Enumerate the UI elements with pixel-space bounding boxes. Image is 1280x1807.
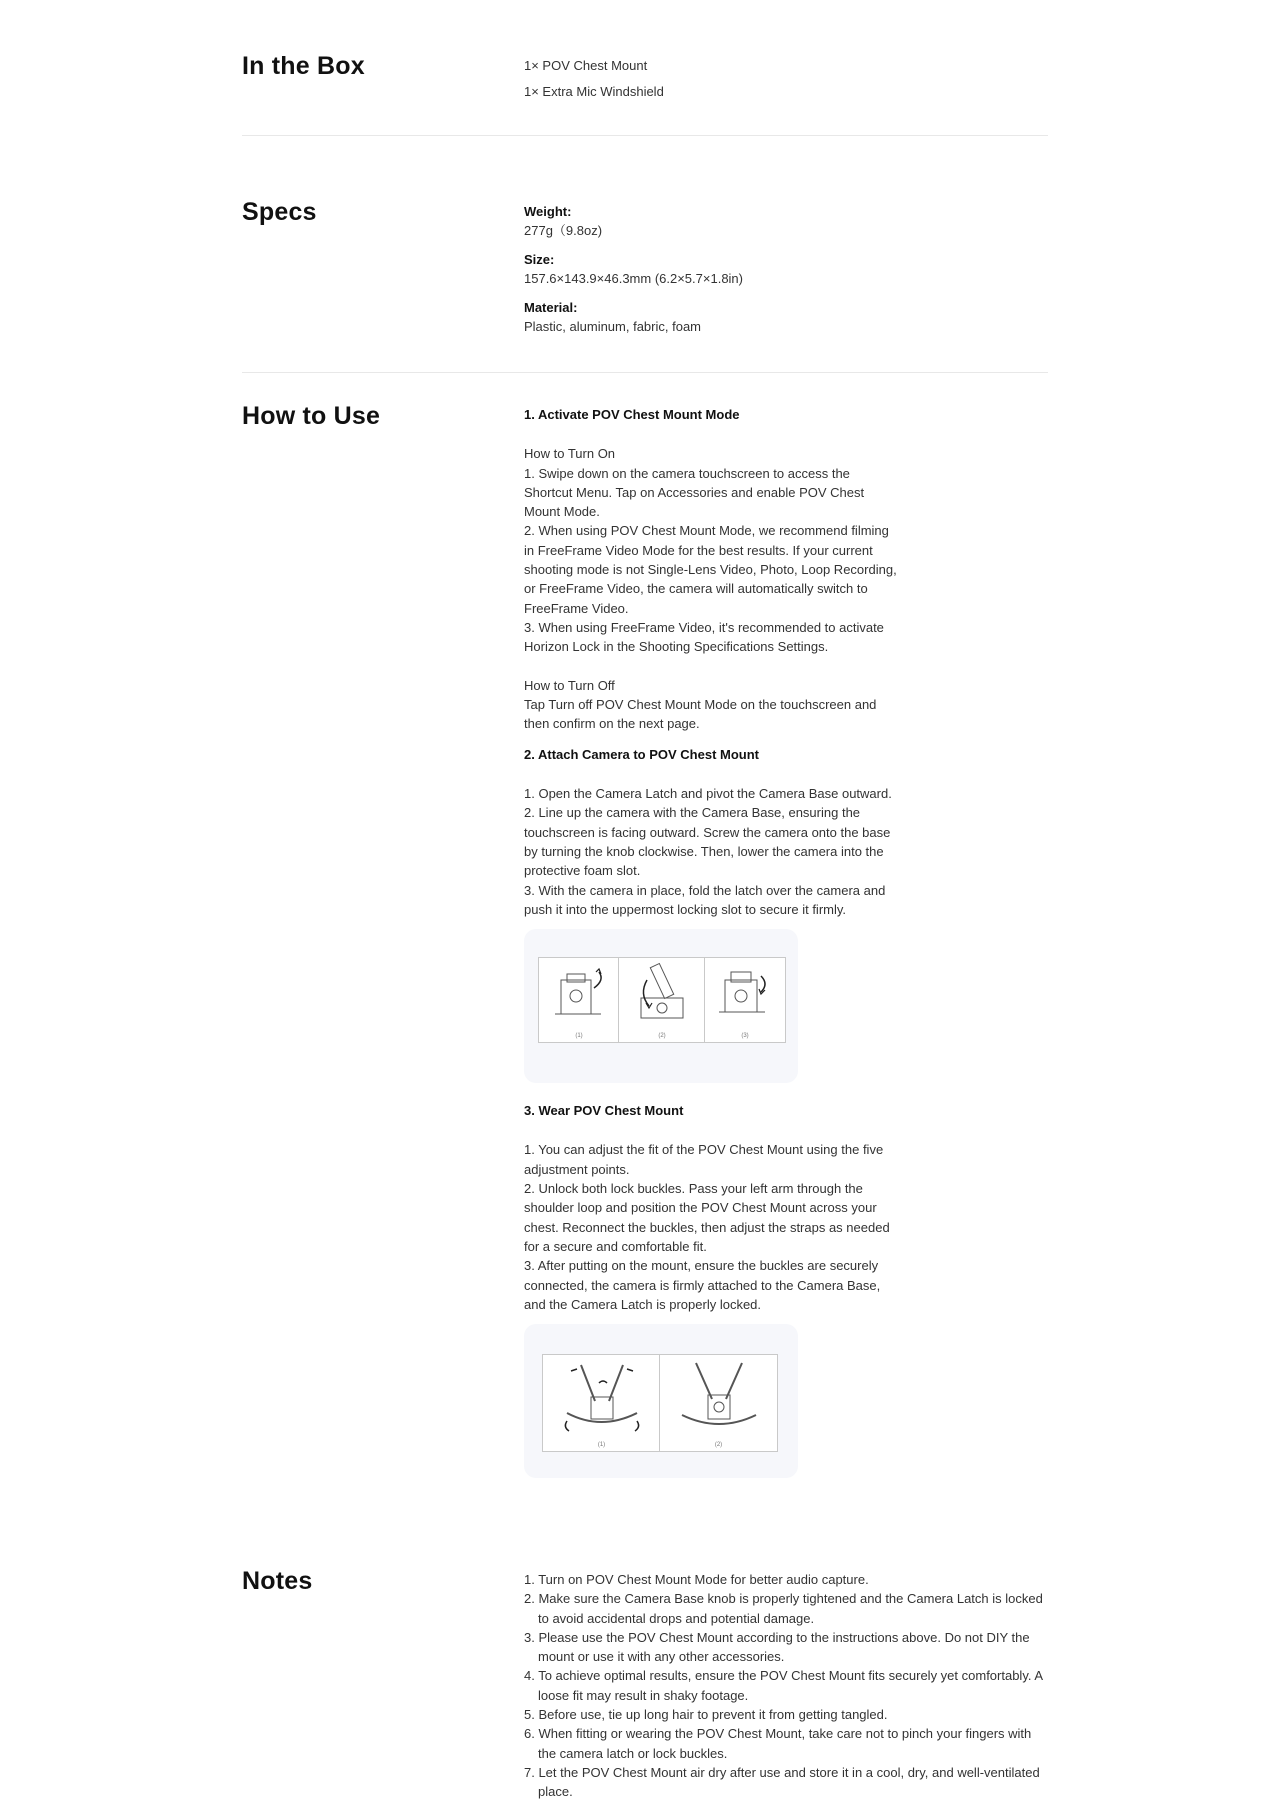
specs-list [524, 203, 1044, 347]
turn-on-line: Horizon Lock in the Shooting Specifications Settings. [524, 639, 829, 655]
note-item: 2. Make sure the Camera Base knob is properly tightened and the Camera Latch is locked to avoid accidental drops and potential damage. [524, 1591, 1043, 1626]
step2-line: protective foam slot. [524, 863, 641, 879]
size-label: Size: [524, 252, 555, 267]
illustration-panel [659, 1354, 778, 1452]
chest-mount-worn-icon [660, 1355, 777, 1441]
step2-line: push it into the uppermost locking slot to secure it firmly. [524, 901, 847, 917]
box-item: 1× POV Chest Mount [524, 58, 648, 73]
step2-title: 2. Attach Camera to POV Chest Mount [524, 746, 759, 762]
turn-on-line: shooting mode is not Single-Lens Video, Photo, Loop Recording, [524, 562, 897, 578]
figure-label: (1) [575, 1033, 583, 1040]
in-the-box-heading: In the Box [242, 52, 365, 80]
step2-line: touchscreen is facing outward. Screw the camera onto the base [524, 824, 891, 840]
weight-value: 277g（9.8oz) [524, 223, 603, 238]
step2-line: 3. With the camera in place, fold the latch over the camera and [524, 882, 886, 898]
step3-line: for a secure and comfortable fit. [524, 1238, 707, 1254]
step3-line: 1. You can adjust the fit of the POV Chest Mount using the five [524, 1142, 884, 1158]
figure-label: (2) [658, 1033, 666, 1040]
turn-on-line: Mount Mode. [524, 504, 600, 520]
turn-on-line: Shortcut Menu. Tap on Accessories and enable POV Chest [524, 484, 865, 500]
wear-mount-illustration [524, 1324, 798, 1478]
attach-camera-illustration [524, 929, 798, 1083]
illustration-panel [704, 957, 786, 1043]
note-item: 7. Let the POV Chest Mount air dry after use and store it in a cool, dry, and well-ventilated place. [524, 1764, 1040, 1800]
latch-lock-icon [705, 958, 785, 1032]
chest-mount-adjust-icon [543, 1355, 660, 1441]
camera-base-pivot-icon [619, 958, 705, 1032]
turn-on-line: or FreeFrame Video, the camera will automatically switch to [524, 581, 868, 597]
step3-line: shoulder loop and position the POV Chest Mount across your [524, 1200, 877, 1216]
specs-heading: Specs [242, 198, 317, 226]
material-label: Material: [524, 300, 578, 315]
illustration-panel [542, 1354, 661, 1452]
material-value: Plastic, aluminum, fabric, foam [524, 319, 702, 334]
turn-off-line: then confirm on the next page. [524, 716, 700, 732]
note-item: 1. Turn on POV Chest Mount Mode for better audio capture. [524, 1572, 869, 1587]
step3-title: 3. Wear POV Chest Mount [524, 1103, 684, 1119]
turn-on-line: 2. When using POV Chest Mount Mode, we recommend filming [524, 523, 889, 539]
notes-heading: Notes [242, 1567, 313, 1595]
camera-latch-open-icon [539, 958, 619, 1032]
note-item: 5. Before use, tie up long hair to prevent it from getting tangled. [524, 1707, 888, 1723]
section-divider [242, 135, 1048, 136]
step3-line: connected, the camera is firmly attached to the Camera Base, [524, 1277, 881, 1293]
step3-line: 2. Unlock both lock buckles. Pass your left arm through the [524, 1181, 863, 1197]
step2-line: by turning the knob clockwise. Then, lower the camera into the [524, 843, 884, 859]
weight-label: Weight: [524, 204, 572, 219]
turn-on-line: 1. Swipe down on the camera touchscreen to access the [524, 465, 850, 481]
figure-label: (1) [597, 1442, 606, 1449]
turn-on-line: in FreeFrame Video Mode for the best results. If your current [524, 542, 873, 558]
turn-on-line: FreeFrame Video. [524, 600, 629, 616]
step3-line: chest. Reconnect the buckles, then adjust the straps as needed [524, 1219, 890, 1235]
turn-on-title: How to Turn On [524, 446, 616, 462]
in-the-box-list [524, 53, 1044, 105]
how-to-use-heading: How to Use [242, 402, 381, 430]
note-item: 6. When fitting or wearing the POV Chest Mount, take care not to pinch your fingers with the camera latch or lock buckles. [524, 1726, 1032, 1761]
figure-label: (2) [714, 1442, 723, 1449]
turn-off-title: How to Turn Off [524, 677, 615, 693]
note-item: 4. To achieve optimal results, ensure the POV Chest Mount fits securely yet comfortably. A loose fit may result in shaky footage. [524, 1668, 1043, 1703]
step1-title: 1. Activate POV Chest Mount Mode [524, 407, 740, 422]
box-item: 1× Extra Mic Windshield [524, 84, 664, 99]
step3-line: adjustment points. [524, 1161, 630, 1177]
note-item: 3. Please use the POV Chest Mount according to the instructions above. Do not DIY the mount or use it with any other accessories. [524, 1629, 1030, 1665]
illustration-panel [618, 957, 706, 1043]
turn-off-line: Tap Turn off POV Chest Mount Mode on the touchscreen and [524, 697, 877, 713]
step3-line: and the Camera Latch is properly locked. [524, 1296, 762, 1312]
illustration-panel [538, 957, 620, 1043]
how-to-use-content [524, 405, 1044, 1496]
step2-line: 1. Open the Camera Latch and pivot the Camera Base outward. [524, 786, 892, 802]
figure-label: (3) [741, 1033, 749, 1040]
section-divider [242, 372, 1048, 373]
size-value: 157.6×143.9×46.3mm (6.2×5.7×1.8in) [524, 271, 743, 286]
notes-list [524, 1570, 1048, 1802]
step2-line: 2. Line up the camera with the Camera Base, ensuring the [524, 805, 861, 821]
turn-on-line: 3. When using FreeFrame Video, it's recommended to activate [524, 619, 884, 635]
step3-line: 3. After putting on the mount, ensure the buckles are securely [524, 1258, 879, 1274]
